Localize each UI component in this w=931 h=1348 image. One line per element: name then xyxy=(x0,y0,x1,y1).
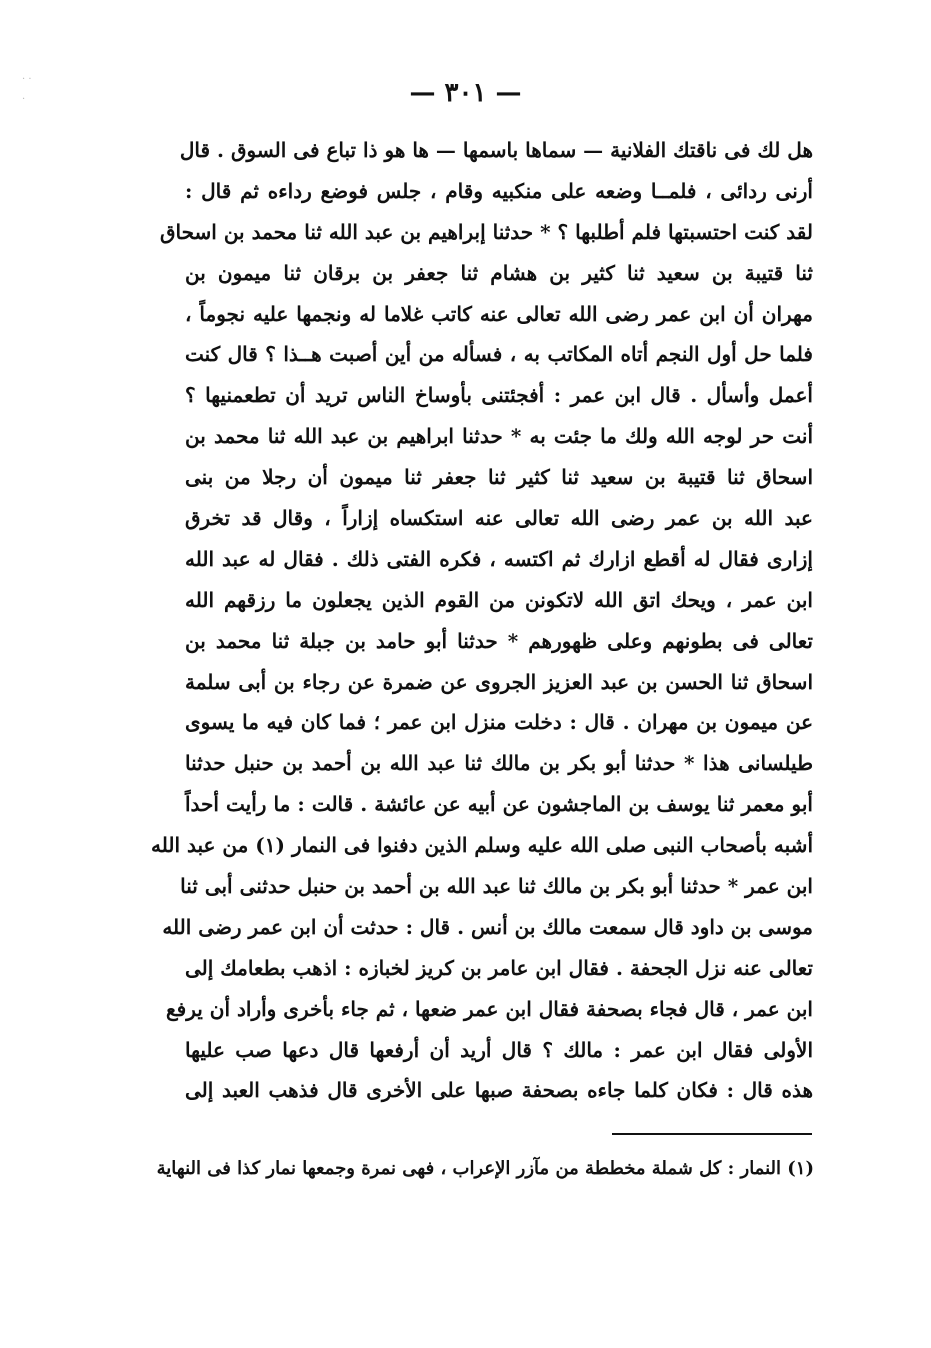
text-line: إزارى فقال له أقطع ازارك ثم اكتسه ، فكره الفتى ذلك . فقال له عبد الله xyxy=(185,546,813,571)
text-line: أعمل وأسأل . قال ابن عمر : أفجئتنى بأوساخ الناس تريد أن تطعمنيها ؟ xyxy=(185,383,813,408)
text-line: تعالى فى بطونهم وعلى ظهورهم * حدثنا أبو حامد بن جبلة ثنا محمد بن xyxy=(185,628,813,653)
text-line: اسحاق ثنا قتيبة بن سعيد ثنا كثير ثنا جعفر ثنا ميمون أن رجلا من بنى xyxy=(185,465,813,490)
text-line: لقد كنت احتسبتها فلم أطلبها ؟ * حدثنا إبراهيم بن عبد الله ثنا محمد بن اسحاق xyxy=(160,219,813,244)
text-line: تعالى عنه نزل الجحفة . فقال ابن عامر بن كريز لخبازه : اذهب بطعامك إلى xyxy=(185,955,813,980)
text-line: أشبه بأصحاب النبى صلى الله عليه وسلم الذين دفنوا فى النمار (١) من عبد الله xyxy=(151,833,813,858)
text-line: هل لك فى ناقتك الفلانية — سماها باسمها — ها هو ذا تباع فى السوق . قال xyxy=(179,138,813,162)
text-line: ابن عمر ، قال فجاء بصحفة فقال ابن عمر ضعها ، ثم جاء بأخرى وأراد أن يرفع xyxy=(166,996,813,1021)
footnote-divider xyxy=(612,1133,812,1135)
text-line: اسحاق ثنا الحسن بن عبد العزيز الجروى عن ضمرة عن رجاء بن أبى سلمة xyxy=(185,669,813,694)
text-line: أنت حر لوجه الله ولك ما جئت به * حدثنا ابراهيم بن عبد الله ثنا محمد بن xyxy=(185,424,813,449)
text-line: الأولى فقال ابن عمر : مالك ؟ قال أريد أن أرفعها قال دعها صب عليها xyxy=(185,1037,813,1062)
text-line: أرنى ردائى ، فلمــا وضعه على منكبيه وقام ، جلس فوضع رداءه ثم قال : xyxy=(185,178,813,203)
body-text xyxy=(151,130,813,1111)
text-line: مهران أن ابن عمر رضى الله تعالى عنه كاتب غلاما له ونجمها عليه نجوماً ، xyxy=(185,301,813,326)
text-line: موسى بن داود قال سمعت مالك بن أنس . قال : حدثت أن ابن عمر رضى الله xyxy=(162,914,813,939)
text-line: ثنا قتيبة بن سعيد ثنا كثير بن هشام ثنا جعفر بن برقان ثنا ميمون بن xyxy=(185,260,813,285)
text-line: فلما حل أول النجم أتاه المكاتب به ، فسأله من أين أصبت هــذا ؟ قال كنت xyxy=(185,342,813,367)
page-number: — ٣٠١ — xyxy=(409,78,522,108)
text-line: ابن عمر * حدثنا أبو بكر بن مالك ثنا عبد الله بن أحمد بن حنبل حدثنى أبى ثنا xyxy=(180,874,813,899)
text-line: ابن عمر ، ويحك اتق الله لاتكونن من القوم الذين يجعلون ما رزقهم الله xyxy=(185,587,813,612)
text-line: أبو معمر ثنا يوسف بن الماجشون عن أبيه عن عائشة . قالت : ما رأيت أحداً xyxy=(185,792,813,817)
text-line: عبد الله بن عمر رضى الله تعالى عنه استكساه إزاراً ، وقال قد تخرق xyxy=(185,506,813,531)
margin-marks: · · · xyxy=(22,74,32,105)
text-line: عن ميمون بن مهران . قال : دخلت منزل ابن عمر ؛ فما كان فيه ما يسوى xyxy=(185,710,813,735)
text-line: هذه قال : فكان كلما جاءه بصحفة صبها على الأخرى قال فذهب العبد إلى xyxy=(185,1078,813,1103)
text-line: طيلسانى هذا * حدثنا أبو بكر بن مالك ثنا عبد الله بن أحمد بن حنبل حدثنا xyxy=(185,751,813,776)
footnote: (١) النمار : كل شملة مخططة من مآزر الإعراب ، فهى نمرة وجمعها نمار كذا فى النهاية xyxy=(156,1158,814,1179)
